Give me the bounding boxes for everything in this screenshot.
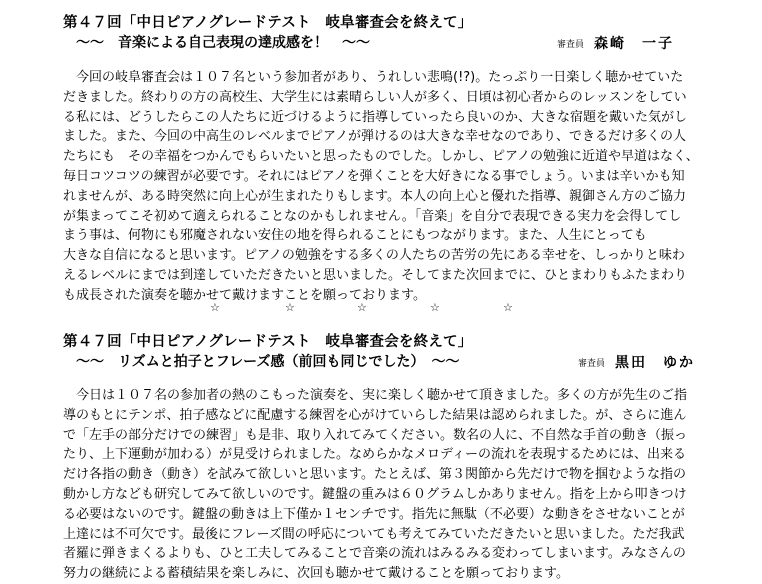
body-line: 導のもとにテンポ、拍子感などに配慮する練習を心がけていらした結果は認められました。が、さらに進ん (63, 407, 687, 423)
article-body (63, 386, 755, 584)
article-subtitle: 〜〜 音楽による自己表現の達成感を！ 〜〜 (76, 35, 370, 51)
article-subtitle: 〜〜 リズムと拍子とフレーズ感（前回も同じでした） 〜〜 (76, 354, 460, 370)
article-title: 第４７回「中日ピアノグレードテスト 岐阜審査会を終えて」 (63, 15, 473, 31)
star-separator (0, 301, 762, 317)
author-name: 黒田 ゆか (615, 355, 696, 371)
body-line: る必要はないのです。鍵盤の動きは上下僅か１センチです。指先に無駄（不必要）な動きをさせないことが (63, 506, 685, 522)
body-line: が集まってこそ初めて適えられることなのかもしれません。「音楽」を自分で表現できる実力を会得してし (63, 208, 682, 224)
body-line: たり、上下運動が加わる）が見受けられました。なめらかなメロディーの流れを表現するためには、出来る (63, 447, 686, 463)
article-author (557, 33, 674, 53)
body-line: 毎日コツコツの練習が必要です。それにはピアノを弾くことを大好きになる事でしょう。いまは辛いかも知 (63, 168, 685, 184)
body-line: 大きな自信になると思います。ピアノの勉強をする多くの人たちの苦労の先にある幸せを、しっかりと味わ (63, 248, 685, 264)
body-line: も成長された演奏を聴かせて戴けますことを願っております。 (63, 287, 426, 303)
star-icon: ☆ (430, 301, 440, 314)
body-line: だきました。終わりの方の高校生、大学生には素晴らしい人が多く、日頃は初心者からのレッスンをしてい (63, 89, 687, 105)
author-role: 審査員 (557, 40, 585, 50)
body-line: る私には、どうしたらこの人たちに近づけるように指導していったら良いのか、大きな宿題を戴いた気がし (63, 109, 688, 125)
star-icon: ☆ (285, 301, 295, 314)
body-line: 動かし方なども研究してみて欲しいのです。鍵盤の重みは６０グラムしかありません。指を上から叩きつけ (63, 486, 687, 502)
body-line: えるレベルにまでは到達していただきたいと思いました。そしてまた次回までに、ひとまわりもふたまわり (63, 267, 688, 283)
body-line: だけ各指の動き（動き）を試みて欲しいと思います。たとえば、第３関節から先だけで物を掴むような指の (63, 467, 686, 483)
article-body (63, 68, 755, 306)
body-line: まう事は、何物にも邪魔されない安住の地を得られることにもつながります。また、人生にとっても (63, 228, 647, 244)
body-line: 今日は１０７名の参加者の熱のこもった演奏を、実に楽しく聴かせて頂きました。多くの方が先生のご指 (63, 388, 688, 403)
body-line: 努力の継続による蓄積結果を楽しみに、次回も聴かせて戴けることを願っております。 (63, 566, 569, 582)
author-name: 森崎 一子 (594, 36, 675, 52)
star-icon: ☆ (357, 301, 367, 314)
article-title: 第４７回「中日ピアノグレードテスト 岐阜審査会を終えて」 (63, 334, 473, 350)
body-line: ました。また、今回の中高生のレベルまでピアノが弾けるのは大きな幸せなのであり、できるだけ多くの人 (63, 129, 686, 145)
author-role: 審査員 (578, 359, 606, 369)
body-line: 者羅に弾きまくるよりも、ひと工夫してみることで音楽の流れはみるみる変わってしまいます。みなさんの (63, 546, 686, 562)
body-line: 上達には不可欠です。最後にフレーズ間の呼応についても考えてみていただきたいと思いました。ただ我武 (63, 526, 685, 542)
body-line: れませんが、ある時突然に向上心が生まれたりもします。本人の向上心と優れた指導、親御さん方のご協力 (63, 188, 686, 204)
body-line: たちにも その幸福をつかんでもらいたいと思ったものでした。しかし、ピアノの勉強に近道や早道はなく、 (63, 149, 699, 165)
body-line: で「左手の部分だけでの練習」も是非、取り入れてみてください。数名の人に、不自然な手首の動き（振っ (63, 427, 688, 443)
body-line: 今回の岐阜審査会は１０７名という参加者があり、うれしい悲鳴(!?)。たっぷり一日楽しく聴かせていた (63, 70, 684, 85)
star-icon: ☆ (503, 301, 513, 314)
article-author (578, 352, 695, 372)
star-icon: ☆ (210, 301, 220, 314)
